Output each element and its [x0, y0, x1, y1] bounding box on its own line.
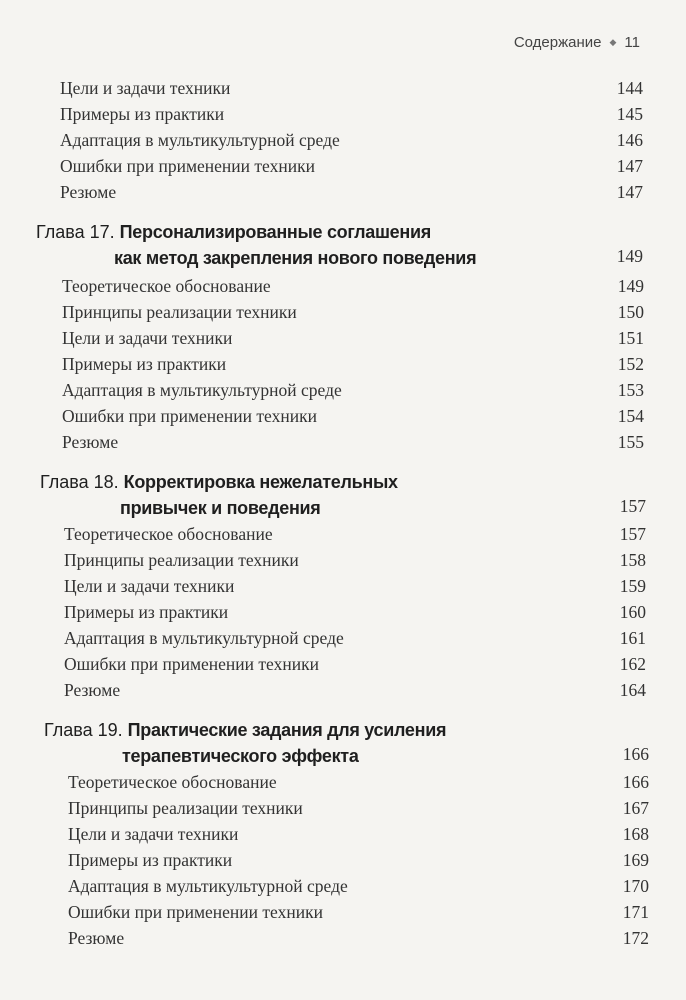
toc-entry-page: 149: [617, 276, 644, 296]
toc-entry-page: 151: [617, 328, 644, 348]
chapter-title-line1: Практические задания для усиления: [127, 720, 447, 740]
chapter-title-line1: Корректировка нежелательных: [123, 472, 398, 492]
chapter-page: 166: [622, 744, 649, 764]
toc-entry-page: 154: [617, 406, 644, 426]
toc-entry-title: Цели и задачи техники: [62, 328, 233, 348]
toc-entry-page: 147: [616, 182, 643, 202]
toc-entry-title: Адаптация в мультикультурной среде: [64, 628, 344, 648]
toc-entry-page: 170: [622, 876, 649, 896]
toc-entry-title: Примеры из практики: [62, 354, 227, 374]
toc-entry-title: Цели и задачи техники: [68, 824, 239, 844]
chapter-page: 149: [616, 246, 643, 266]
toc-entry-title: Резюме: [60, 182, 117, 202]
toc-entry-page: 167: [622, 798, 649, 818]
toc-entry-page: 145: [616, 104, 643, 124]
toc-entry-title: Адаптация в мультикультурной среде: [62, 380, 342, 400]
toc-entry-page: 144: [616, 78, 643, 98]
toc-entry-title: Принципы реализации техники: [64, 550, 299, 570]
toc-entry-page: 159: [619, 576, 646, 596]
toc-entry-title: Примеры из практики: [68, 850, 233, 870]
toc-entry-page: 160: [619, 602, 646, 622]
toc-entry-title: Теоретическое обоснование: [68, 772, 277, 792]
toc-entry-page: 146: [616, 130, 643, 150]
toc-entry-title: Резюме: [68, 928, 125, 948]
toc-entry-page: 172: [622, 928, 649, 948]
running-header: [514, 34, 640, 51]
chapter-title-line2: привычек и поведения: [120, 498, 321, 518]
toc-entry-page: 158: [619, 550, 646, 570]
chapter-label: Глава 19.: [44, 720, 123, 740]
toc-entry-title: Примеры из практики: [64, 602, 229, 622]
toc-entry-title: Резюме: [62, 432, 119, 452]
toc-entry-page: 171: [622, 902, 649, 922]
toc-entry-title: Цели и задачи техники: [64, 576, 235, 596]
page-number: 11: [624, 34, 640, 51]
toc-entry-title: Ошибки при применении техники: [64, 654, 319, 674]
toc-entry-title: Ошибки при применении техники: [60, 156, 315, 176]
toc-entry-title: Принципы реализации техники: [62, 302, 297, 322]
chapter-title-line2: как метод закрепления нового поведения: [114, 248, 477, 268]
toc-entry-page: 168: [622, 824, 649, 844]
section-title: Содержание: [513, 34, 602, 51]
toc-entry-page: 169: [622, 850, 649, 870]
toc-entry-title: Адаптация в мультикультурной среде: [68, 876, 348, 896]
toc-entry-page: 147: [616, 156, 643, 176]
chapter-label: Глава 18.: [40, 472, 119, 492]
toc-entry-page: 153: [617, 380, 644, 400]
toc-entry-page: 150: [617, 302, 644, 322]
chapter-label: Глава 17.: [36, 222, 115, 242]
toc-entry-title: Теоретическое обоснование: [64, 524, 273, 544]
diamond-icon: ◆: [609, 37, 617, 47]
toc-entry-title: Цели и задачи техники: [60, 78, 231, 98]
toc-entry-title: Адаптация в мультикультурной среде: [60, 130, 340, 150]
toc-entry-title: Ошибки при применении техники: [62, 406, 317, 426]
chapter-title-line1: Персонализированные соглашения: [119, 222, 431, 242]
toc-entry-page: 152: [617, 354, 644, 374]
toc-entry-page: 155: [617, 432, 644, 452]
toc-entry-title: Принципы реализации техники: [68, 798, 303, 818]
toc-entry-title: Примеры из практики: [60, 104, 225, 124]
toc-entry-title: Теоретическое обоснование: [62, 276, 271, 296]
toc-entry-title: Резюме: [64, 680, 121, 700]
toc-entry-page: 162: [619, 654, 646, 674]
toc-entry-page: 161: [619, 628, 646, 648]
toc-entry-page: 166: [622, 772, 649, 792]
chapter-title-line2: терапевтического эффекта: [122, 746, 359, 766]
chapter-page: 157: [619, 496, 646, 516]
toc-entry-page: 164: [619, 680, 646, 700]
toc-entry-page: 157: [619, 524, 646, 544]
toc-entry-title: Ошибки при применении техники: [68, 902, 323, 922]
